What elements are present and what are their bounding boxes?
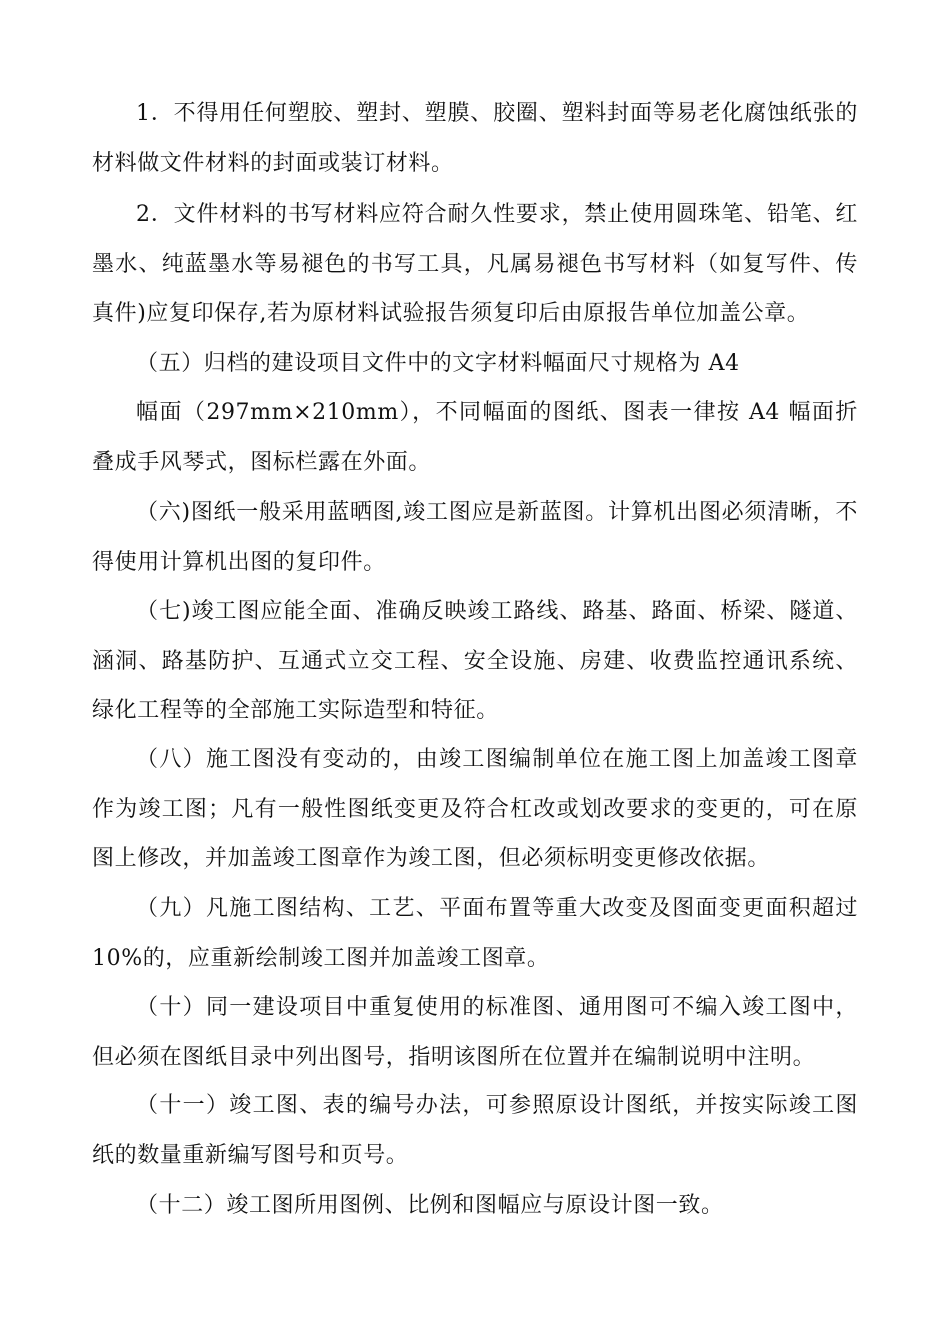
paragraph-section-6: （六)图纸一般采用蓝晒图,竣工图应是新蓝图。计算机出图必须清晰，不得使用计算机出图的复印件。: [92, 500, 858, 575]
paragraph-section-5-heading: （五）归档的建设项目文件中的文字材料幅面尺寸规格为 A4: [136, 351, 740, 376]
paragraph-section-5-body: 幅面（297mm×210mm），不同幅面的图纸、图表一律按 A4 幅面折叠成手风琴式，图标栏露在外面。: [92, 400, 858, 475]
paragraph-item-1: 1．不得用任何塑胶、塑封、塑膜、胶圈、塑料封面等易老化腐蚀纸张的材料做文件材料的封面或装订材料。: [92, 101, 858, 176]
paragraph-section-12: （十二）竣工图所用图例、比例和图幅应与原设计图一致。: [136, 1193, 724, 1218]
paragraph-section-7: （七)竣工图应能全面、准确反映竣工路线、路基、路面、桥梁、隧道、涵洞、路基防护、互通式立交工程、安全设施、房建、收费监控通讯系统、绿化工程等的全部施工实际造型和特征。: [92, 599, 858, 723]
paragraph-section-9: （九）凡施工图结构、工艺、平面布置等重大改变及图面变更面积超过 10%的，应重新绘制竣工图并加盖竣工图章。: [92, 896, 858, 971]
paragraph-section-11: （十一）竣工图、表的编号办法，可参照原设计图纸，并按实际竣工图纸的数量重新编写图号和页号。: [92, 1093, 858, 1168]
paragraph-item-2: 2．文件材料的书写材料应符合耐久性要求，禁止使用圆珠笔、铅笔、红墨水、纯蓝墨水等易褪色的书写工具，凡属易褪色书写材料（如复写件、传真件)应复印保存,若为原材料试验报告须复印后由原报告单位加盖公章。: [92, 202, 858, 326]
paragraph-section-10: （十）同一建设项目中重复使用的标准图、通用图可不编入竣工图中，但必须在图纸目录中列出图号，指明该图所在位置并在编制说明中注明。: [92, 995, 858, 1070]
paragraph-section-8: （八）施工图没有变动的，由竣工图编制单位在施工图上加盖竣工图章作为竣工图；凡有一般性图纸变更及符合杠改或划改要求的变更的，可在原图上修改，并加盖竣工图章作为竣工图，但必须标明变更修改依据。: [92, 747, 858, 871]
